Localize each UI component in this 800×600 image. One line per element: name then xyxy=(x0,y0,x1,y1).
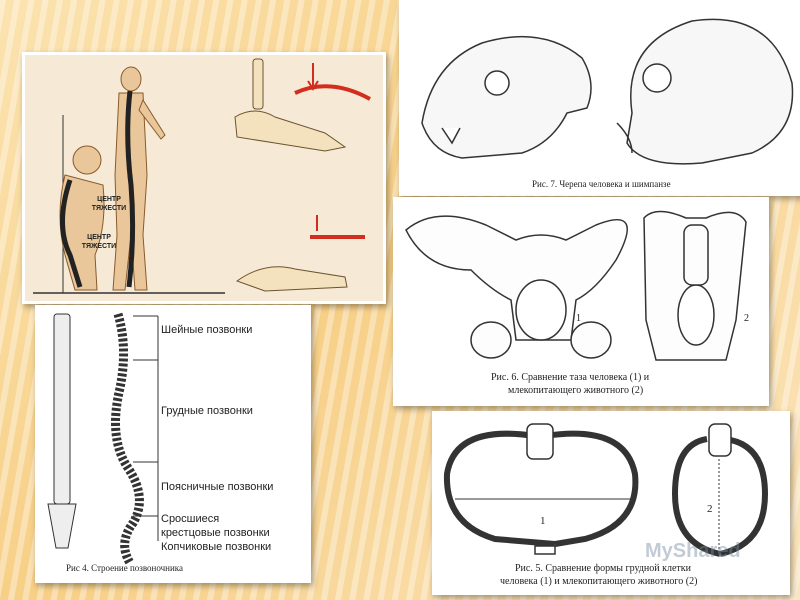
figure-chest-panel xyxy=(432,411,790,595)
chest-label-2: 2 xyxy=(707,503,713,515)
spine-front-view xyxy=(48,314,76,548)
ape-figure xyxy=(60,146,104,290)
ape-foot-skeleton xyxy=(237,267,347,291)
animal-pelvis xyxy=(644,212,746,361)
skulls-caption: Рис. 7. Черепа человека и шимпанзе xyxy=(532,179,671,189)
spine-label-lumbar: Поясничные позвонки xyxy=(161,481,274,493)
chest-label-1: 1 xyxy=(540,515,546,527)
gravity-label-upper: ЦЕНТР ТЯЖЕСТИ xyxy=(91,196,127,212)
skulls-illustration xyxy=(402,3,800,193)
spine-label-cervical: Шейные позвонки xyxy=(161,324,253,336)
spine-label-coccygeal: Копчиковые позвонки xyxy=(161,541,272,553)
chest-caption-line2: человека (1) и млекопитающего животного (2) xyxy=(500,576,698,587)
human-foot-skeleton xyxy=(235,59,345,151)
pelvis-label-2: 2 xyxy=(744,313,749,324)
human-skull xyxy=(617,19,793,164)
spine-side-view xyxy=(116,314,140,563)
pelvis-caption-line1: Рис. 6. Сравнение таза человека (1) и xyxy=(491,372,650,383)
watermark-logo: MyShared xyxy=(645,540,741,562)
figure-spine-panel xyxy=(35,305,311,583)
figure-skulls-panel xyxy=(399,0,800,196)
chest-caption-line1: Рис. 5. Сравнение формы грудной клетки xyxy=(515,563,691,574)
pelvis-caption-line2: млекопитающего животного (2) xyxy=(508,385,644,396)
human-figure xyxy=(113,67,165,290)
human-pelvis xyxy=(406,216,627,358)
pelvis-label-1: 1 xyxy=(576,313,581,324)
figure-posture-panel xyxy=(22,52,386,304)
posture-illustration xyxy=(25,55,383,301)
spine-label-sacral-2: крестцовые позвонки xyxy=(161,527,270,539)
spine-label-sacral-1: Сросшиеся xyxy=(161,513,220,525)
spine-illustration xyxy=(38,308,308,580)
chimp-skull xyxy=(422,37,591,158)
spine-label-thoracic: Грудные позвонки xyxy=(161,405,253,417)
figure-pelvis-panel xyxy=(393,197,769,406)
gravity-label-lower: ЦЕНТР ТЯЖЕСТИ xyxy=(81,234,117,250)
spine-caption: Рис 4. Строение позвоночника xyxy=(66,563,184,573)
